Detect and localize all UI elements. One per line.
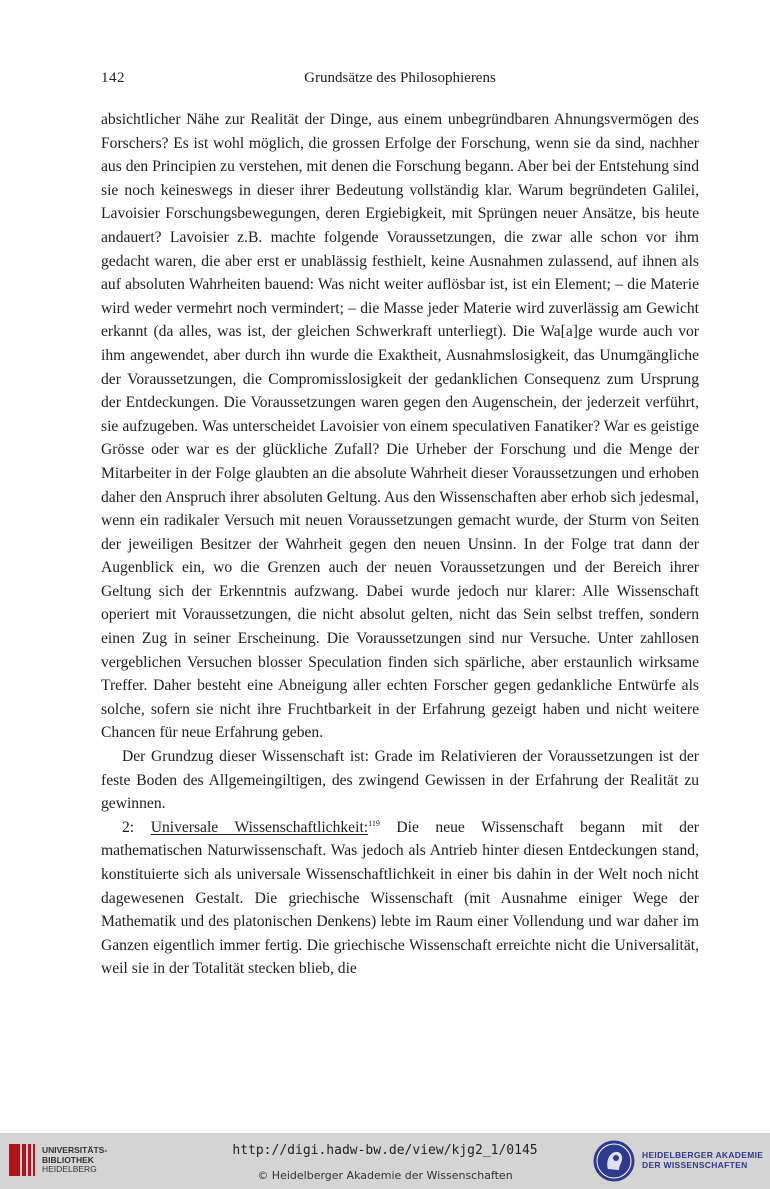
section-number: 2: xyxy=(122,818,135,836)
page-number: 142 xyxy=(101,70,125,86)
footnote-marker[interactable]: 119 xyxy=(368,818,380,828)
library-name-line2: BIBLIOTHEK xyxy=(42,1154,94,1165)
body-text xyxy=(101,108,699,981)
academy-name xyxy=(642,1150,763,1170)
section-heading: Universale Wissenschaftlichkeit: xyxy=(150,818,369,836)
footer-bar xyxy=(0,1133,770,1189)
paragraph-3 xyxy=(101,816,699,981)
paragraph-2: Der Grundzug dieser Wissenschaft ist: Grade im Relativieren der Voraussetzungen ist der feste Boden des Allgemeingiltigen, des zwingend Gewissen in der Erfahrung der Realität zu gewinnen. xyxy=(101,748,699,813)
running-title: Grundsätze des Philosophierens xyxy=(304,70,496,86)
paragraph-1: absichtlicher Nähe zur Realität der Dinge, aus einem unbegründbaren Ahnungsvermögen des Forschers? Es ist wohl möglich, die grossen Erfolge der Forschung, wenn sie da sind, nachher aus den Principien zu verstehen, mit denen die Forschung begann. Aber bei der Entstehung sind sie noch keineswegs in dieser ihrer Bedeutung vollständig klar. Warum begründeten Galilei, Lavoisier Forschungsbewegungen, deren Ergiebigkeit, mit Sprüngen neuer Ansätze, bis heute andauert? Lavoisier z.B. machte folgende Voraussetzungen, die zwar alle schon vor ihm gedacht waren, die aber erst er unablässig festhielt, keine Ausnahmen zulassend, auf ihnen als auf absoluten Wahrheiten bauend: Was nicht weiter auflösbar ist, ist ein Element; – die Materie wird weder vermehrt noch vermindert; – die Masse jeder Materie wird zuverlässig am Gewicht erkannt (da alles, was ist, der gleichen Schwerkraft unterliegt). Die Wa[a]ge wurde auch vor ihm angewendet, aber durch ihn wurde die Exaktheit, Ausnahmslosigkeit, das Unumgängliche der Voraussetzungen, die Compromisslosigkeit der gedanklichen Consequenz zum Ursprung der Entdeckungen. Die Voraussetzungen waren gegen den Augenschein, der jederzeit verführt, sie aufzugeben. Was unterscheidet Lavoisier von einem speculativen Fanatiker? War es geistige Grösse oder war es der glückliche Zufall? Die Urheber der Forschung und die Menge der Mitarbeiter in der Folge glaubten an die absolute Wahrheit dieser Voraussetzungen und erhoben daher den Anspruch ihrer absoluten Geltung. Aus den Wissenschaften aber erhob sich jedesmal, wenn ein radikaler Versuch mit neuen Voraussetzungen gemacht wurde, der Sturm von Seiten der jeweiligen Besitzer der Wahrheit gegen den neuen Unsinn. In der Folge trat dann der Augenblick ein, wo die Grenzen auch der neuen Voraussetzungen und der Bereich ihrer Geltung sich der Erkenntnis aufzwang. Dabei wurde jedoch nur klarer: Alle Wissenschaft operiert mit Voraussetzungen, die nicht absolut gelten, nicht das Sein selbst treffen, sondern einen Zug in seiner Erscheinung. Die Voraussetzungen sind nur Versuche. Unter zahllosen vergeblichen Versuchen blosser Speculation finden sich spärliche, aber erstaunlich wirksame Treffer. Daher besteht eine Abneigung aller echten Forscher gegen gedankliche Entwürfe als solche, sofern sie nicht ihre Fruchtbarkeit in der Erfahrung gezeigt haben und nicht weitere Chancen für neue Erfahrung geben. xyxy=(101,111,699,742)
page-header xyxy=(101,70,699,94)
permalink-url[interactable]: http://digi.hadw-bw.de/view/kjg2_1/0145 xyxy=(232,1143,538,1158)
academy-seal-icon xyxy=(592,1139,636,1183)
copyright-notice: © Heidelberger Akademie der Wissenschaften xyxy=(257,1169,513,1182)
academy-name-line2: DER WISSENSCHAFTEN xyxy=(642,1160,748,1170)
library-name-line1: UNIVERSITÄTS- xyxy=(42,1145,108,1155)
library-name-line3: HEIDELBERG xyxy=(42,1164,97,1174)
academy-name-line1: HEIDELBERGER AKADEMIE xyxy=(642,1150,764,1160)
paragraph-3-text: Die neue Wissenschaft begann mit der mathematischen Naturwissenschaft. Was jedoch als Antrieb hinter diesen Entdeckungen stand, konstituierte sich als universale Wissenschaftlichkeit in einer bis dahin in der Welt noch nicht dagewesenen Gestalt. Die griechische Wissenschaft (mit Ausnahme einiger Wege der Mathematik und des platonischen Denkens) lebte im Raum einer Vollendung und war daher im Ganzen eigentlich immer fertig. Die griechische Wissenschaft erreichte nicht die Universalität, weil sie in der Totalität stecken blieb, die xyxy=(101,818,699,978)
